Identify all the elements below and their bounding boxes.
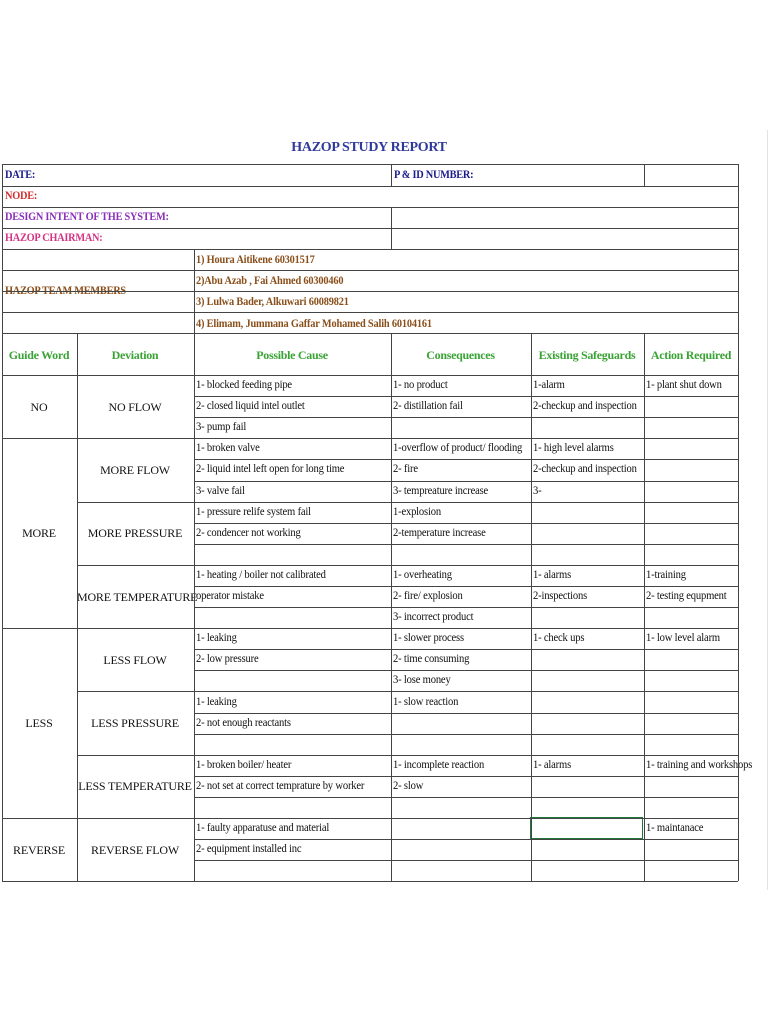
grid-line: [2, 270, 738, 271]
possible-cause-cell: 2- equipment installed inc: [196, 843, 302, 856]
team-member: 2)Abu Azab , Fai Ahmed 60300460: [196, 275, 344, 287]
existing-safeguard-cell: 2-checkup and inspection: [533, 463, 637, 476]
grid-line: [194, 649, 738, 650]
consequence-cell: 1- no product: [393, 379, 448, 391]
consequence-cell: 1- incomplete reaction: [393, 758, 485, 771]
grid-line: [2, 291, 738, 292]
grid-line: [194, 249, 195, 333]
existing-safeguard-cell: 2-inspections: [533, 590, 588, 602]
possible-cause-cell: 1- broken boiler/ heater: [196, 758, 292, 771]
grid-line: [2, 881, 738, 882]
consequence-cell: 1-explosion: [393, 505, 441, 518]
guide-word-label: REVERSE: [13, 842, 65, 857]
consequence-cell: 3- tempreature increase: [393, 484, 489, 497]
report-title: HAZOP STUDY REPORT: [291, 140, 447, 155]
deviation-label: MORE TEMPERATURE: [77, 589, 198, 604]
grid-line: [194, 776, 738, 777]
action-required-cell: 1- low level alarm: [646, 632, 720, 645]
grid-line: [391, 164, 392, 186]
grid-line: [194, 481, 738, 482]
grid-line: [531, 375, 532, 881]
grid-line: [2, 312, 738, 313]
grid-line: [194, 713, 738, 714]
grid-line: [2, 186, 738, 187]
grid-line: [391, 333, 392, 375]
consequence-cell: 1- overheating: [393, 568, 452, 581]
possible-cause-cell: 3- valve fail: [196, 484, 245, 497]
design-intent-label: DESIGN INTENT OF THE SYSTEM:: [5, 211, 169, 223]
possible-cause-cell: operator mistake: [196, 590, 264, 602]
grid-line: [194, 860, 738, 861]
existing-safeguard-cell: 1-alarm: [533, 379, 565, 391]
grid-line: [531, 333, 532, 375]
possible-cause-cell: 2- low pressure: [196, 653, 259, 666]
grid-line: [2, 438, 738, 439]
deviation-label: LESS FLOW: [103, 652, 167, 667]
action-required-cell: 1-training: [646, 568, 686, 581]
selected-cell[interactable]: [530, 817, 643, 839]
action-required-cell: 1- plant shut down: [646, 379, 722, 391]
grid-line: [194, 797, 738, 798]
possible-cause-cell: 1- faulty apparatuse and material: [196, 822, 330, 835]
possible-cause-cell: 3- pump fail: [196, 421, 247, 434]
grid-line: [391, 375, 392, 881]
existing-safeguard-cell: 1- alarms: [533, 568, 572, 581]
grid-line: [391, 207, 392, 249]
possible-cause-cell: 1- pressure relife system fail: [196, 505, 311, 518]
node-label: NODE:: [5, 190, 38, 202]
possible-cause-cell: 1- leaking: [196, 695, 237, 708]
existing-safeguard-cell: 1- check ups: [533, 632, 585, 645]
consequence-cell: 2- slow: [393, 779, 424, 792]
column-header-existing-safeguards: Existing Safeguards: [538, 348, 636, 362]
grid-line: [2, 207, 738, 208]
date-label: DATE:: [5, 169, 36, 181]
grid-line: [2, 164, 3, 375]
grid-line: [738, 164, 739, 375]
grid-line: [2, 164, 738, 165]
consequence-cell: 2- fire/ explosion: [393, 590, 463, 602]
consequence-cell: 3- incorrect product: [393, 611, 474, 624]
action-required-cell: 1- training and workshops: [646, 758, 753, 771]
existing-safeguard-cell: 3-: [533, 484, 542, 497]
possible-cause-cell: 1- leaking: [196, 632, 237, 645]
grid-line: [644, 375, 645, 881]
grid-line: [77, 502, 738, 503]
existing-safeguard-cell: 1- alarms: [533, 758, 572, 771]
grid-line: [644, 164, 645, 186]
guide-word-label: MORE: [22, 526, 56, 541]
grid-line: [738, 375, 739, 881]
consequence-cell: 2- distillation fail: [393, 400, 463, 413]
existing-safeguard-cell: 1- high level alarms: [533, 442, 614, 455]
possible-cause-cell: 2- liquid intel left open for long time: [196, 463, 345, 476]
grid-line: [194, 523, 738, 524]
consequence-cell: 2- fire: [393, 463, 418, 476]
deviation-label: MORE FLOW: [100, 462, 170, 477]
grid-line: [2, 228, 738, 229]
consequence-cell: 2-temperature increase: [393, 526, 486, 539]
grid-line: [77, 375, 78, 881]
deviation-label: LESS TEMPERATURE: [78, 779, 192, 794]
possible-cause-cell: 1- blocked feeding pipe: [196, 379, 292, 391]
action-required-cell: 1- maintanace: [646, 822, 704, 835]
possible-cause-cell: 1- broken valve: [196, 442, 260, 455]
grid-line: [194, 734, 738, 735]
existing-safeguard-cell: 2-checkup and inspection: [533, 400, 637, 413]
grid-line: [2, 818, 738, 819]
grid-line: [194, 586, 738, 587]
grid-line: [2, 333, 738, 334]
grid-line: [2, 628, 738, 629]
grid-line: [194, 459, 738, 460]
grid-line: [2, 375, 738, 376]
possible-cause-cell: 2- condencer not working: [196, 526, 301, 539]
grid-line: [644, 333, 645, 375]
grid-line: [194, 607, 738, 608]
possible-cause-cell: 2- closed liquid intel outlet: [196, 400, 305, 413]
action-required-cell: 2- testing equpment: [646, 590, 727, 602]
team-members-label: HAZOP TEAM MEMBERS: [5, 285, 126, 297]
grid-line: [194, 839, 738, 840]
guide-word-label: LESS: [25, 716, 53, 731]
deviation-label: LESS PRESSURE: [91, 716, 179, 731]
deviation-label: MORE PRESSURE: [87, 526, 183, 541]
possible-cause-cell: 2- not enough reactants: [196, 716, 291, 729]
grid-line: [194, 544, 738, 545]
grid-line: [77, 333, 78, 375]
grid-line: [77, 755, 738, 756]
grid-line: [2, 375, 3, 881]
deviation-label: NO FLOW: [108, 399, 162, 414]
column-header-possible-cause: Possible Cause: [256, 348, 328, 362]
grid-line: [194, 396, 738, 397]
possible-cause-cell: 1- heating / boiler not calibrated: [196, 568, 326, 581]
deviation-label: REVERSE FLOW: [91, 842, 179, 857]
grid-line: [2, 249, 738, 250]
grid-line: [77, 565, 738, 566]
team-member: 1) Houra Aitikene 60301517: [196, 254, 315, 266]
grid-line: [77, 691, 738, 692]
guide-word-label: NO: [30, 399, 48, 414]
column-header-guide-word: Guide Word: [8, 348, 70, 362]
grid-line: [194, 375, 195, 881]
column-header-consequences: Consequences: [426, 348, 495, 362]
team-member: 4) Elimam, Jummana Gaffar Mohamed Salih 60104161: [196, 318, 432, 330]
grid-line: [194, 417, 738, 418]
consequence-cell: 1- slow reaction: [393, 695, 459, 708]
team-member: 3) Lulwa Bader, Alkuwari 60089821: [196, 296, 349, 308]
chairman-label: HAZOP CHAIRMAN:: [5, 232, 103, 244]
consequence-cell: 1-overflow of product/ flooding: [393, 442, 523, 455]
grid-line: [194, 670, 738, 671]
consequence-cell: 1- slower process: [393, 632, 464, 645]
consequence-cell: 2- time consuming: [393, 653, 470, 666]
grid-line: [194, 333, 195, 375]
pid-number-label: P & ID NUMBER:: [394, 169, 474, 181]
possible-cause-cell: 2- not set at correct temprature by worker: [196, 779, 365, 792]
consequence-cell: 3- lose money: [393, 674, 451, 687]
column-header-action-required: Action Required: [650, 348, 732, 362]
column-header-deviation: Deviation: [111, 348, 159, 362]
